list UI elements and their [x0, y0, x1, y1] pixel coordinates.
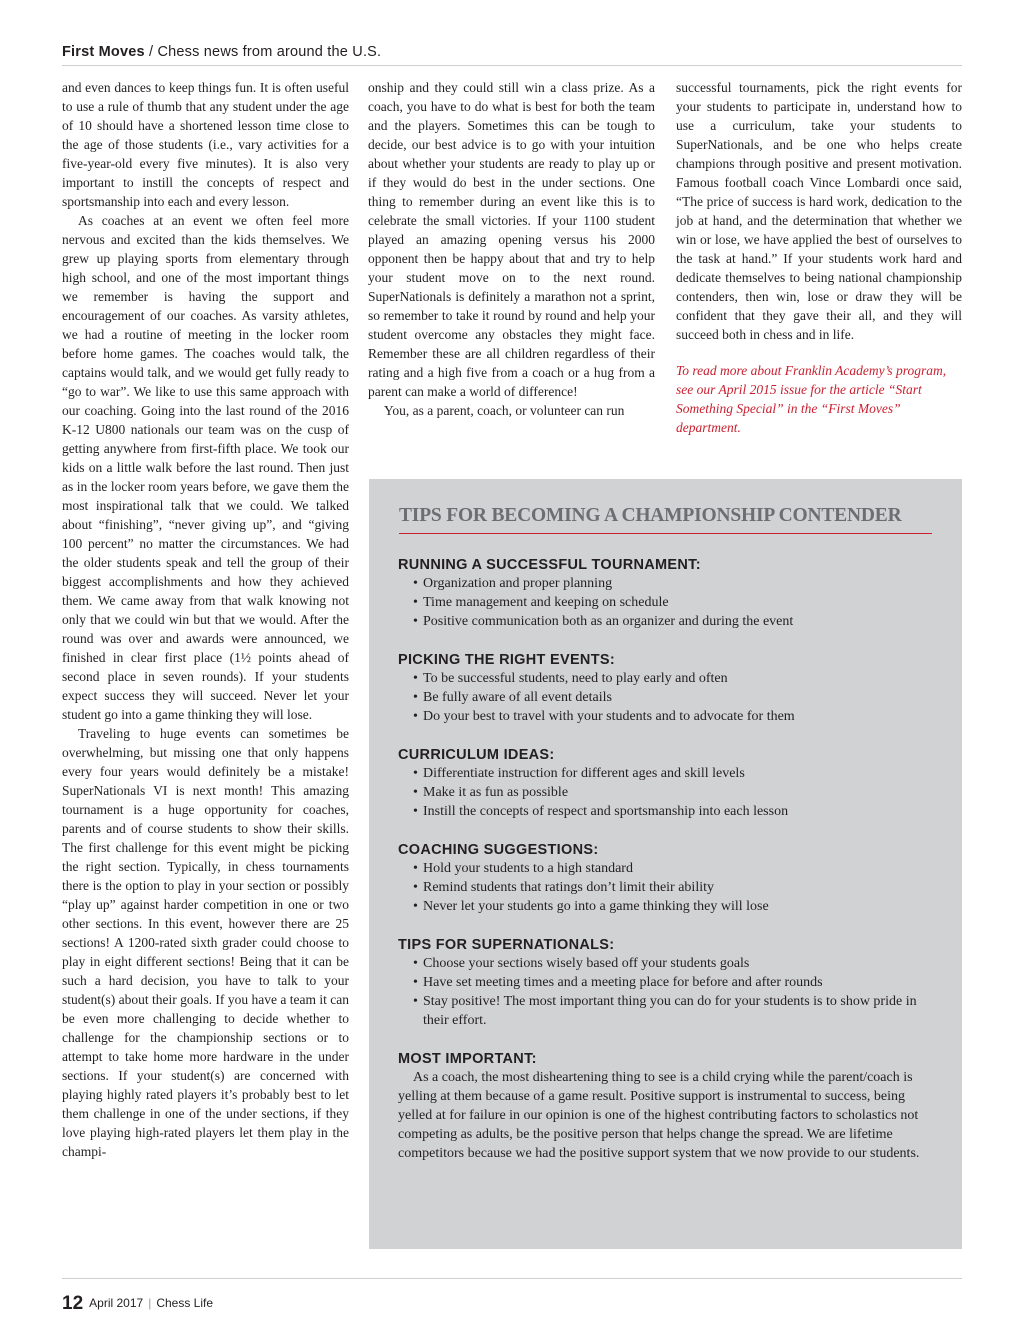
header-slash: /	[144, 44, 158, 60]
tips-title: TIPS FOR BECOMING A CHAMPIONSHIP CONTENDER	[399, 505, 932, 534]
issue-date: April 2017	[89, 1296, 144, 1310]
col1-paragraph: Traveling to huge events can sometimes be overwhelming, but missing one that only happens every four years would definitely be a mistake! SuperNationals VI is next month! This amazing tournament is a huge opportunity for coaches, parents and of course students to show their skills. The first challenge for this event might be picking the right section. Typically, in chess tournaments there is the option to play in your section or possibly “play up” against harder competition in one or two other sections. In this event, however there are 25 sections! A 1200-rated sixth grader could choose to play in eight different sections! Being that it can be such a hard decision, you have to talk to your student(s) about their goals. If you have a team it can be even more challenging to decide whether to challenge for the championship sections or to attempt to take home more hardware in the under sections. If your student(s) are concerned with playing highly rated players it’s probably best to let them challenge in one of the under sections, if they love playing high-rated players let them play in the champi-	[62, 726, 349, 1159]
tips-section-heading: TIPS FOR SUPERNATIONALS:	[398, 937, 615, 953]
col2-paragraph: onship and they could still win a class prize. As a coach, you have to do what is best for both the team and the players. Sometimes this can be tough to decide, our best advice is to go with your intuition about whether your students are ready to play up or if they would do best in the under sections. One thing to remember during an event like this is to celebrate the small victories. If your 1100 student played an amazing opening versus his 2000 opponent then be happy about that and try to help your student move on to the next round. SuperNationals is definitely a marathon not a sprint, so remember to take it round by round and help your student overcome any obstacles they might face. Remember these are all children regardless of their rating and a high five from a coach or a hug from a parent can make a world of difference!	[368, 80, 655, 399]
tips-item: • Instill the concepts of respect and sportsmanship into each lesson	[413, 804, 789, 819]
tips-item: • Stay positive! The most important thing you can do for your students is to show pride in their effort.	[413, 994, 917, 1028]
tips-sections	[398, 557, 933, 1184]
tips-item: • Differentiate instruction for different ages and skill levels	[413, 766, 745, 781]
tips-section-heading: MOST IMPORTANT:	[398, 1051, 537, 1067]
tips-item: • Organization and proper planning	[413, 576, 613, 591]
bullet-icon: •	[413, 614, 418, 629]
tips-section	[398, 842, 933, 916]
tips-item: • Never let your students go into a game thinking they will lose	[413, 899, 769, 914]
article-column-1	[62, 78, 349, 1161]
tips-sidebar-box	[369, 479, 962, 1249]
bullet-icon: •	[413, 880, 418, 895]
tips-item: • Time management and keeping on schedule	[413, 595, 669, 610]
article-column-3	[676, 78, 962, 437]
col2-paragraph: You, as a parent, coach, or volunteer can run	[384, 403, 625, 418]
most-important-paragraph: As a coach, the most disheartening thing to see is a child crying while the parent/coach is yelling at them because of a game result. Positive support is instrumental to success, being yelled at for failure in our opinion is one of the highest contributing factors to scholastics not competing as adults, be the positive person that helps change the spread. We are lifetime competitors because we had the positive support system that we now provide to our students.	[398, 1070, 920, 1161]
running-header	[62, 44, 962, 60]
tips-item: • Do your best to travel with your students and to advocate for them	[413, 709, 795, 724]
tips-item: • Choose your sections wisely based off your students goals	[413, 956, 750, 971]
bullet-icon: •	[413, 861, 418, 876]
tips-section-heading: COACHING SUGGESTIONS:	[398, 842, 599, 858]
tips-section	[398, 652, 933, 726]
col3-paragraph: successful tournaments, pick the right events for your students to participate in, understand how to use a curriculum, take your students to SuperNationals, and be one who helps create champions through positive and present motivation. Famous football coach Vince Lombardi once said, “The price of success is hard work, dedication to the job at hand, and the determination that whether we win or lose, we have applied the best of ourselves to the task at hand.” If your students work hard and dedicate themselves to being national championship contenders, then win, lose or draw they will be confident that they gave their all, and they will succeed both in chess and in life.	[676, 80, 962, 342]
bullet-icon: •	[413, 576, 418, 591]
footer-rule	[62, 1278, 962, 1279]
page-number: 12	[62, 1293, 84, 1314]
bullet-icon: •	[413, 956, 418, 971]
tips-section-heading: RUNNING A SUCCESSFUL TOURNAMENT:	[398, 557, 701, 573]
tips-item: • Positive communication both as an organizer and during the event	[413, 614, 794, 629]
tips-item: • To be successful students, need to play early and often	[413, 671, 728, 686]
bullet-icon: •	[413, 975, 418, 990]
col1-paragraph: and even dances to keep things fun. It is often useful to use a rule of thumb that any student under the age of 10 should have a shortened lesson time close to the age of those students (i.e., vary activities for a five-year-old every five minutes). It is also very important to instill the concepts of respect and sportsmanship into each and every lesson.	[62, 80, 349, 209]
bullet-icon: •	[413, 671, 418, 686]
tips-section-heading: PICKING THE RIGHT EVENTS:	[398, 652, 615, 668]
col1-paragraph: As coaches at an event we often feel more nervous and excited than the kids themselves. We grew up playing sports from elementary through high school, and one of the most important things we remember is having the support and encouragement of our coaches. As varsity athletes, we had a routine of meeting in the locker room before home games. The coaches would talk, the captains would talk, and we would get fully ready to “go to war”. We like to use this same approach with our coaching. Going into the last round of the 2016 K-12 U800 nationals our team was on the cusp of getting anywhere from first-fifth place. We took our kids on a little walk before the last round. Then just as in the locker room years before, we gave them the most inspirational talk that we could. We talked about “finishing”, “never giving up”, and “giving 100 percent” no matter the circumstances. We had the older students speak and tell the group of their biggest accomplishments and how they achieved them. We came away from that walk knowing not only that we could win but that we would. After the round was over and awards were announced, we finished in clear first place (1½ points ahead of second place in seven rounds). If your students expect success they will succeed. Never let your student go into a game thinking they will lose.	[62, 213, 349, 722]
bullet-icon: •	[413, 785, 418, 800]
article-column-2	[368, 78, 655, 420]
tips-section-heading: CURRICULUM IDEAS:	[398, 747, 555, 763]
header-section: First Moves	[62, 44, 145, 60]
bullet-icon: •	[413, 690, 418, 705]
publication-name: Chess Life	[156, 1296, 214, 1310]
tips-section	[398, 557, 933, 631]
bullet-icon: •	[413, 994, 418, 1009]
page-footer	[62, 1293, 213, 1315]
bullet-icon: •	[413, 899, 418, 914]
tips-item: • Hold your students to a high standard	[413, 861, 633, 876]
header-rule	[62, 65, 962, 66]
bullet-icon: •	[413, 804, 418, 819]
footer-separator: |	[148, 1296, 152, 1310]
bullet-icon: •	[413, 595, 418, 610]
tips-item: • Have set meeting times and a meeting place for before and after rounds	[413, 975, 823, 990]
tips-section	[398, 937, 933, 1030]
tips-item: • Remind students that ratings don’t limit their ability	[413, 880, 714, 895]
bullet-icon: •	[413, 766, 418, 781]
tips-item: • Make it as fun as possible	[413, 785, 569, 800]
tips-item: • Be fully aware of all event details	[413, 690, 612, 705]
header-subtitle: Chess news from around the U.S.	[157, 44, 382, 60]
tips-section	[398, 1051, 933, 1163]
related-article-note: To read more about Franklin Academy’s program, see our April 2015 issue for the article “Start Something Special” in the “First Moves” department.	[676, 363, 947, 435]
tips-section	[398, 747, 933, 821]
bullet-icon: •	[413, 709, 418, 724]
